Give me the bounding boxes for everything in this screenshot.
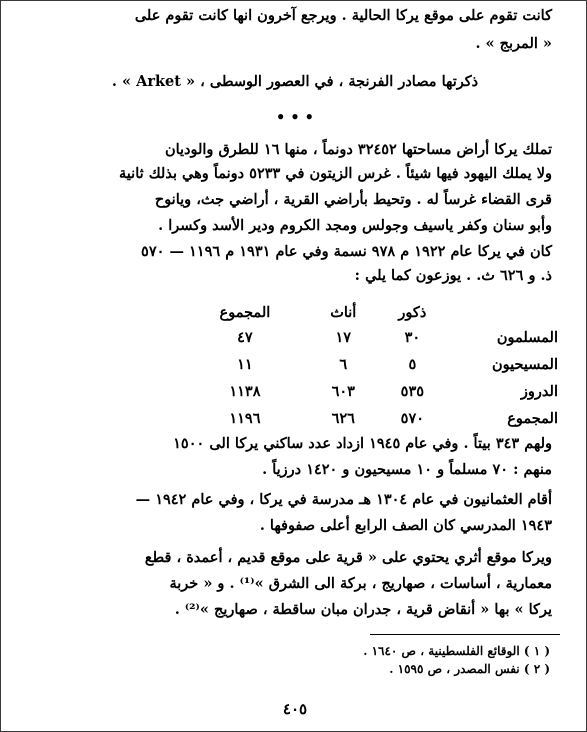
table-cell: ١١٣٨	[229, 383, 261, 400]
table-cell: ٣٠	[404, 329, 421, 346]
table-cell: ٥	[408, 356, 417, 373]
table-cell: ١١	[237, 356, 253, 373]
table-header	[448, 300, 560, 324]
text-line: ذ. و ٦٢٦ ث. . يوزعون كما يلي :	[354, 267, 552, 284]
text-line: كان في يركا عام ١٩٢٢ م ٩٧٨ نسمة وفي عام ١٩٣١ م ١١٩٦ — ٥٧٠	[141, 243, 552, 260]
text-line: وأبو سنان وكفر ياسيف وجولس ومجد الكروم ودير الأسد وكسرا .	[158, 217, 552, 234]
source-text-after: » .	[111, 73, 137, 90]
text-line: كانت تقوم على موقع يركا الحالية . ويرجع آخرون انها كانت تقوم على	[134, 7, 552, 24]
table-cell: ١١٩٦	[229, 410, 261, 427]
table-cell: ٥٣٥	[400, 383, 425, 400]
table-cell: الدروز	[520, 383, 558, 400]
source-text-before: ذكرتها مصادر الفرنجة ، في العصور الوسطى ، «	[180, 73, 479, 90]
source-line	[30, 72, 560, 92]
text-line: منهم : ٧٠ مسلماً و ١٠ مسيحيون و ١٤٢٠ درزياً .	[262, 461, 552, 478]
text-line: ١٩٤٣ المدرسي كان الصف الرابع أعلى صفوفها .	[259, 517, 552, 534]
table-row	[180, 351, 560, 378]
text-line: ويركا موقع أثري يحتوي على « قرية على موقع قديم ، أعمدة ، قطع	[144, 549, 552, 566]
table-cell: المسيحيون	[491, 356, 558, 373]
table-row	[180, 405, 560, 432]
text-line: « المربج » .	[475, 35, 552, 52]
table-header: ذكور	[398, 303, 427, 321]
table-cell: ٤٧	[237, 329, 253, 346]
text-line: تملك يركا أراض مساحتها ٣٢٤٥٢ دونماً ، منها ١٦ للطرق والوديان	[164, 141, 552, 158]
text-line: يركا » بها « أنقاض قرية ، جدران مبان ساقطة ، صهاريج »⁽²⁾ .	[174, 601, 552, 618]
table-header: أناث	[330, 303, 357, 321]
table-cell: المسلمون	[496, 329, 558, 346]
table-row	[180, 324, 560, 351]
table-cell: ٦٢٦	[331, 410, 355, 427]
footnote-divider	[370, 634, 560, 635]
text-line: ولا يملك اليهود فيها شيئاً . غرس الزيتون في ٥٢٣٣ دونماً وهي بذلك ثانية	[119, 165, 552, 182]
table-cell: ٦	[339, 356, 348, 373]
table-header: المجموع	[219, 303, 271, 321]
text-line: ولهم ٣٤٣ بيتاً . وفي عام ١٩٤٥ ازداد عدد ساكني يركا الى ١٥٠٠	[173, 435, 552, 452]
text-line: قرى القضاء غرساً له . وتحيط بأراضي القرية ، أراضي جث، ويانوح	[154, 191, 552, 208]
text-line: أقام العثمانيون في عام ١٣٠٤ هـ مدرسة في يركا ، وفي عام ١٩٤٢ —	[135, 491, 552, 508]
population-table	[180, 300, 560, 432]
table-header-row	[180, 300, 560, 324]
source-latin-name: Arket	[136, 73, 181, 90]
table-cell: ٥٧٠	[400, 410, 425, 427]
text-line: معمارية ، أساسات ، صهاريج ، بركة الى الشرق »⁽¹⁾ . و « خربة	[169, 575, 552, 592]
footnote: ( ٢ ) نفس المصدر ، ص ١٥٩٥ .	[389, 662, 550, 676]
table-cell: ٦٠٣	[331, 383, 355, 400]
page-number: ٤٠٥	[282, 700, 308, 718]
section-separator: • • •	[276, 109, 314, 126]
table-row	[180, 378, 560, 405]
table-cell: المجموع	[507, 410, 558, 427]
table-cell: ١٧	[335, 329, 352, 346]
footnote: ( ١ ) الوقائع الفلسطينية ، ص ١٦٤٠ .	[363, 644, 550, 658]
document-page	[30, 0, 560, 732]
